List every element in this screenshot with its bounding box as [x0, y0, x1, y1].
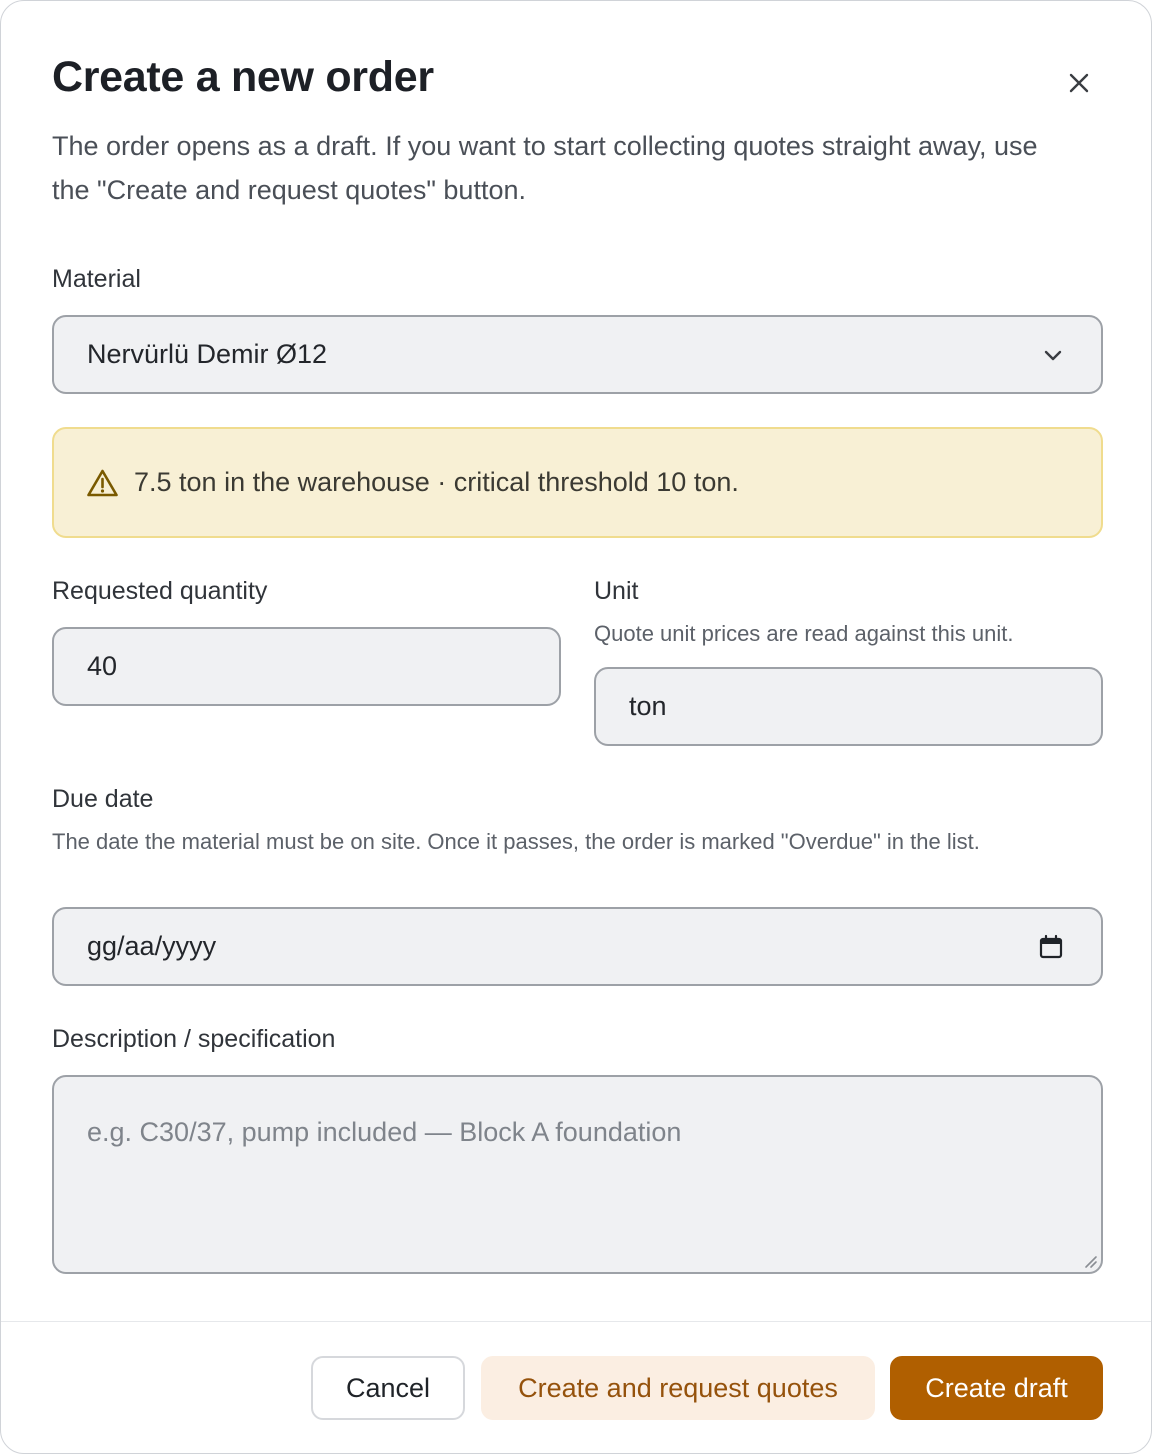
footer-divider [1, 1321, 1152, 1322]
unit-hint: Quote unit prices are read against this unit. [594, 621, 1014, 646]
create-draft-button[interactable]: Create draft [890, 1356, 1103, 1420]
dialog-description: The order opens as a draft. If you want to start collecting quotes straight away, use the "Create and request quotes" button. [52, 131, 1038, 205]
material-select[interactable] [52, 315, 1103, 394]
due-date-placeholder: gg/aa/yyyy [87, 931, 217, 961]
close-button[interactable] [1059, 63, 1099, 103]
unit-input[interactable] [594, 667, 1103, 746]
quantity-input[interactable] [52, 627, 561, 706]
warning-triangle-icon [86, 468, 119, 498]
create-and-request-quotes-button[interactable]: Create and request quotes [481, 1356, 875, 1420]
cancel-button[interactable]: Cancel [311, 1356, 465, 1420]
stock-warning [52, 427, 1103, 538]
due-date-input[interactable] [52, 907, 1103, 986]
dialog-title: Create a new order [52, 53, 434, 101]
warning-text: 7.5 ton in the warehouse · critical threshold 10 ton. [134, 467, 739, 497]
description-label: Description / specification [52, 1025, 336, 1053]
close-icon [1067, 71, 1091, 95]
due-date-label: Due date [52, 785, 154, 813]
material-selected-value: Nervürlü Demir Ø12 [87, 339, 328, 369]
description-textarea[interactable] [52, 1075, 1103, 1274]
calendar-icon[interactable] [1038, 934, 1064, 960]
unit-label: Unit [594, 577, 639, 605]
material-label: Material [52, 265, 141, 293]
quantity-label: Requested quantity [52, 577, 268, 605]
chevron-down-icon [1042, 344, 1064, 366]
resize-handle-icon[interactable] [1082, 1253, 1098, 1269]
due-date-hint: The date the material must be on site. Once it passes, the order is marked "Overdue" in the list. [52, 829, 980, 854]
